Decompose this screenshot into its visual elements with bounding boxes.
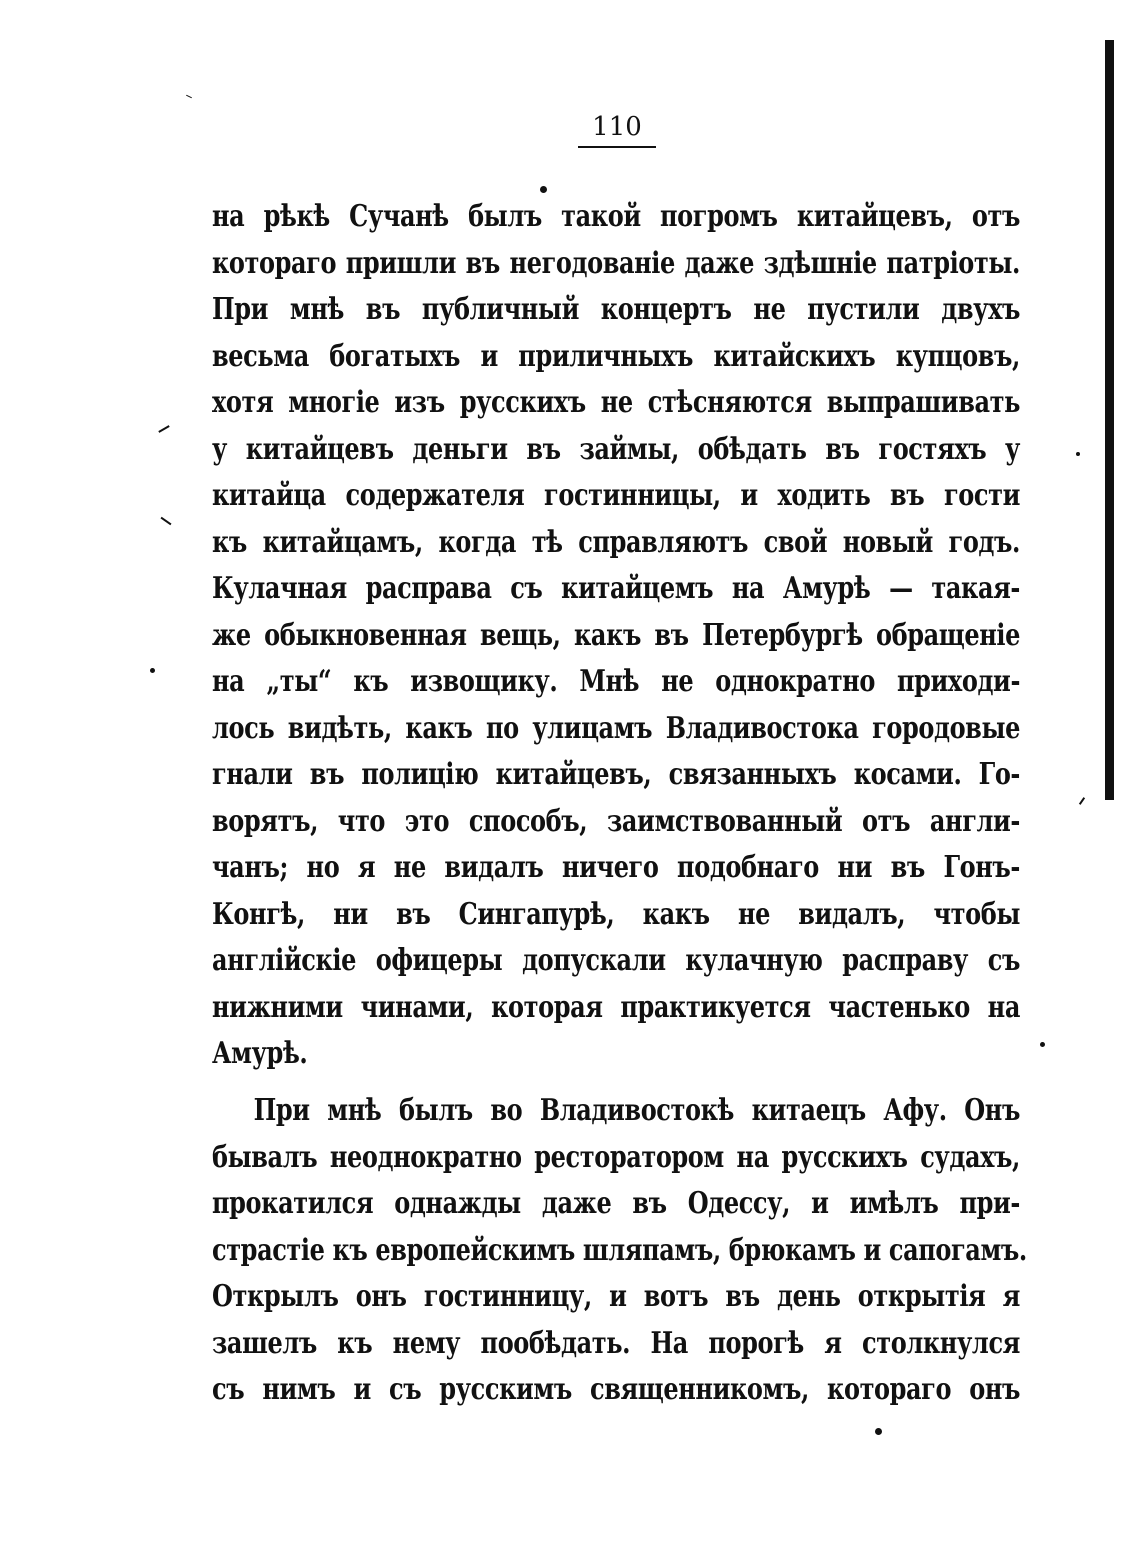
text-line: же обыкновенная вещь, какъ въ Петербургѣ обращеніе	[212, 617, 1020, 653]
text-line: весьма богатыхъ и приличныхъ китайскихъ купцовъ,	[212, 338, 1020, 374]
text-line: страстіе къ европейскимъ шляпамъ, брюкамъ и сапогамъ.	[212, 1232, 1027, 1268]
text-line: прокатился однажды даже въ Одессу, и имѣлъ при-	[212, 1186, 1020, 1221]
text-line: Кулачная расправа съ китайцемъ на Амурѣ — такая-	[212, 571, 1020, 606]
text-line: чанъ; но я не видалъ ничего подобнаго ни въ Гонъ-	[212, 850, 1020, 885]
text-line: у китайцевъ деньги въ займы, обѣдать въ гостяхъ у	[212, 431, 1020, 467]
page-number: 110	[578, 110, 656, 148]
scan-speck	[161, 517, 172, 526]
text-line: При мнѣ въ публичный концертъ не пустили двухъ	[212, 292, 1020, 327]
text-line: лось видѣть, какъ по улицамъ Владивостока городовые	[212, 710, 1020, 746]
text-line: Открылъ онъ гостинницу, и вотъ въ день открытія я	[212, 1279, 1020, 1314]
scan-speck	[186, 95, 192, 98]
text-line: съ нимъ и съ русскимъ священникомъ, котораго онъ	[212, 1372, 1020, 1407]
scan-speck	[1040, 1042, 1045, 1047]
paragraph-2	[212, 1088, 1027, 1414]
text-line: зашелъ къ нему пообѣдать. На порогѣ я столкнулся	[212, 1325, 1020, 1361]
text-line: Конгѣ, ни въ Сингапурѣ, какъ не видалъ, чтобы	[212, 896, 1020, 932]
text-line: на рѣкѣ Сучанѣ былъ такой погромъ китайцевъ, отъ	[212, 199, 1020, 234]
scan-speck	[150, 668, 155, 673]
paragraph-1	[212, 194, 1020, 1078]
scan-speck	[1079, 797, 1085, 805]
text-line: бывалъ неоднократно ресторатором на русскихъ судахъ,	[212, 1139, 1020, 1175]
scan-speck	[540, 186, 547, 193]
text-line: ворятъ, что это способъ, заимствованный отъ англи-	[212, 803, 1020, 839]
text-line: При мнѣ былъ во Владивостокѣ китаецъ Афу. Онъ	[253, 1093, 1021, 1128]
text-line: котораго пришли въ негодованіе даже здѣшніе патріоты.	[212, 245, 1020, 281]
text-line: нижними чинами, которая практикуется частенько на	[212, 989, 1020, 1025]
text-line: англійскіе офицеры допускали кулачную расправу съ	[212, 943, 1020, 978]
text-line: гнали въ полицію китайцевъ, связанныхъ косами. Го-	[212, 757, 1020, 792]
text-line: хотя многіе изъ русскихъ не стѣсняются выпрашивать	[212, 385, 1020, 420]
text-line: Амурѣ.	[212, 1036, 308, 1071]
text-line: китайца содержателя гостинницы, и ходить въ гости	[212, 478, 1020, 513]
text-line: на „ты“ къ извощику. Мнѣ не однократно приходи-	[212, 664, 1020, 699]
scan-speck	[875, 1428, 882, 1435]
scan-speck	[1076, 452, 1080, 456]
scan-speck	[158, 425, 169, 433]
scan-edge-bar	[1105, 40, 1114, 800]
text-line: къ китайцамъ, когда тѣ справляютъ свой новый годъ.	[212, 524, 1020, 560]
